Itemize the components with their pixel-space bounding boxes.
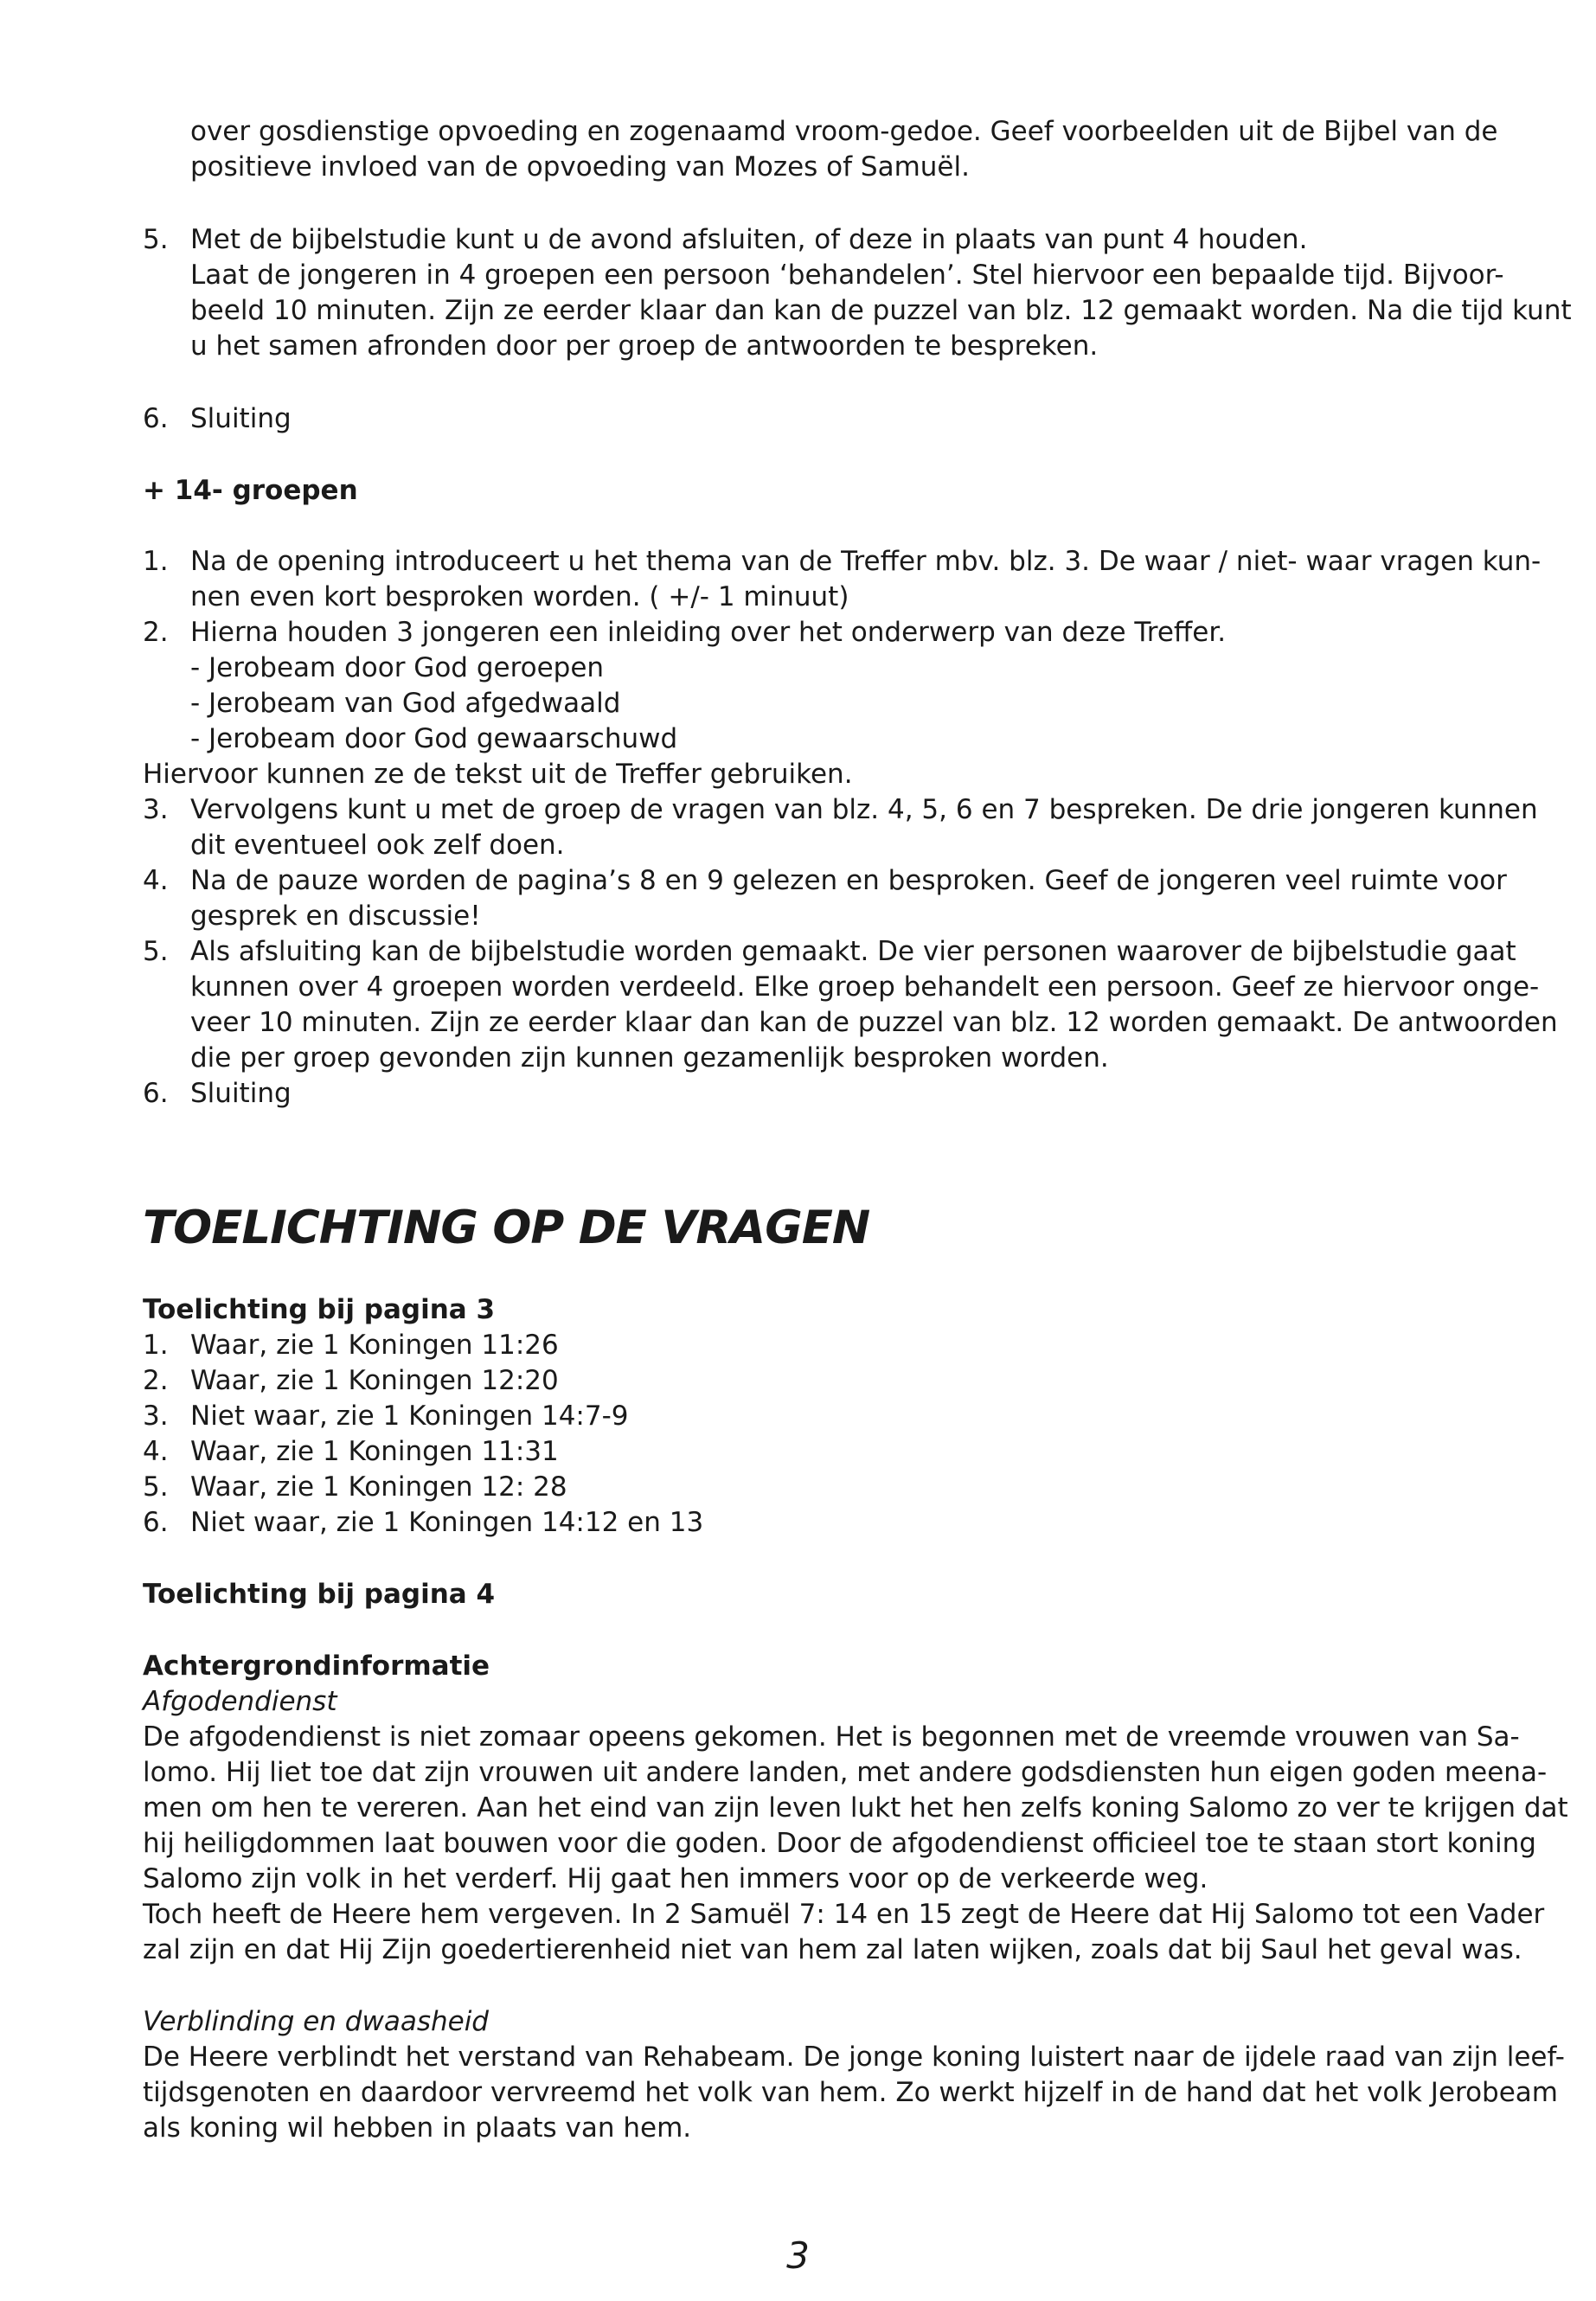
paragraph-line: zal zijn en dat Hij Zijn goedertierenheid niet van hem zal laten wijken, zoals dat bij Saul het geval was. <box>143 1934 1522 1965</box>
subsection-title: Achtergrondinformatie <box>143 1650 490 1682</box>
paragraph-line: men om hen te vereren. Aan het eind van zijn leven lukt het hen zelfs koning Salomo zo ver te krijgen dat <box>143 1792 1568 1823</box>
subsection-title: Toelichting bij pagina 4 <box>143 1579 496 1610</box>
bullet-item: - Jerobeam door God gewaarschuwd <box>190 723 678 754</box>
subheading: Verblinding en dwaasheid <box>143 2006 489 2037</box>
section-title: + 14- groepen <box>143 475 358 506</box>
paragraph-line: Toch heeft de Heere hem vergeven. In 2 Samuël 7: 14 en 15 zegt de Heere dat Hij Salomo tot een Vader <box>143 1899 1545 1930</box>
paragraph-line: lomo. Hij liet toe dat zijn vrouwen uit andere landen, met andere godsdiensten hun eigen goden meena- <box>143 1757 1548 1788</box>
page-number: 3 <box>786 2234 810 2277</box>
paragraph-line: als koning wil hebben in plaats van hem. <box>143 2112 692 2144</box>
text-line: Hiervoor kunnen ze de tekst uit de Treffer gebruiken. <box>143 759 853 790</box>
paragraph-line: De afgodendienst is niet zomaar opeens gekomen. Het is begonnen met de vreemde vrouwen van Sa- <box>143 1721 1520 1753</box>
document-page: over gosdienstige opvoeding en zogenaamd vroom-gedoe. Geef voorbeelden uit de Bijbel van de positieve invloed van de opvoeding van Mozes of Samuël. 5. Met de bijbelstudie kunt u de avond afsluiten, of deze in plaats van punt 4 houden. Laat de jongeren in 4 groepen een persoon ‘behandelen’. Stel hiervoor een bepaalde tijd. Bijvoor- beeld 10 minuten. Zijn ze eerder klaar dan kan de puzzel van blz. 12 gemaakt worden. Na die tijd kunt u het samen afronden door per groep de antwoorden te bespreken. 6. Sluiting + 14- groepen 1. Na de opening introduceert u het thema van de Treffer mbv. blz. 3. De waar / niet- waar vragen kun- nen even kort besproken worden. ( +/- 1 minuut) 2. Hierna houden 3 jongeren een inleiding over het onderwerp van deze Treffer. - Jerobeam door God geroepen - Jerobeam van God afgedwaald - Jerobeam door God gewaarschuwd Hiervoor kunnen ze de tekst uit de Treffer gebruiken. 3. Vervolgens kunt u met de groep de vragen van blz. 4, 5, 6 en 7 bespreken. De drie jongeren kunnen dit eventueel ook zelf doen. 4. Na de pauze worden de pagina’s 8 en 9 gelezen en besproken. Geef de jongeren veel ruimte voor gesprek en discussie! 5. Als afsluiting kan de bijbelstudie worden gemaakt. De vier personen waarover de bijbelstudie gaat kunnen over 4 groepen worden verdeeld. Elke groep behandelt een persoon. Geef ze hiervoor onge- veer 10 minuten. Zijn ze eerder klaar dan kan de puzzel van blz. 12 worden gemaakt. De antwoorden die per groep gevonden zijn kunnen gezamenlijk besproken worden. 6. Sluiting TOELICHTING OP DE VRAGEN Toelichting bij pagina 3 1. Waar, zie 1 Koningen 11:26 2. Waar, zie 1 Koningen 12:20 3. Niet waar, zie 1 Koningen 14:7-9 4. Waar, zie 1 Koningen 11:31 5. Waar, zie 1 Koningen 12: 28 6. Niet waar, zie 1 Koningen 14:12 en 13 Toelichting bij pagina 4 Achtergrondinformatie Afgodendienst De afgodendienst is niet zomaar opeens gekomen. Het is begonnen met de vreemde vrouwen van Sa- lomo. Hij liet toe dat zijn vrouwen uit andere landen, met andere godsdiensten hun eigen goden meena- men om hen te vereren. Aan het eind van zijn leven lukt het hen zelfs koning Salomo zo ver te krijgen dat hij heiligdommen laat bouwen voor die goden. Door de afgodendienst officieel toe te staan stort koning Salomo zijn volk in het verderf. Hij gaat hen immers voor op de verkeerde weg. Toch heeft de Heere hem vergeven. In 2 Samuël 7: 14 en 15 zegt de Heere dat Hij Salomo tot een Vader zal zijn en dat Hij Zijn goedertierenheid niet van hem zal laten wijken, zoals dat bij Saul het geval was. Verblinding en dwaasheid De Heere verblindt het verstand van Rehabeam. De jonge koning luistert naar de ijdele raad van zijn leef- tijdsgenoten en daardoor vervreemd het volk van hem. Zo werkt hijzelf in de hand dat het volk Jerobeam als koning wil hebben in plaats van hem. 3 <box>0 0 1596 2301</box>
bullet-item: - Jerobeam door God geroepen <box>190 652 605 683</box>
paragraph-line: tijdsgenoten en daardoor vervreemd het volk van hem. Zo werkt hijzelf in de hand dat het volk Jerobeam <box>143 2077 1558 2108</box>
paragraph-line: hij heiligdommen laat bouwen voor die goden. Door de afgodendienst officieel toe te staan stort koning <box>143 1828 1536 1859</box>
paragraph-line: Salomo zijn volk in het verderf. Hij gaat hen immers voor op de verkeerde weg. <box>143 1863 1208 1894</box>
bullet-item: - Jerobeam van God afgedwaald <box>190 688 621 719</box>
subheading: Afgodendienst <box>143 1686 337 1717</box>
subsection-title: Toelichting bij pagina 3 <box>143 1294 496 1325</box>
paragraph-line: De Heere verblindt het verstand van Rehabeam. De jonge koning luistert naar de ijdele raad van zijn leef- <box>143 2041 1565 2073</box>
section-heading: TOELICHTING OP DE VRAGEN <box>143 1202 870 1254</box>
